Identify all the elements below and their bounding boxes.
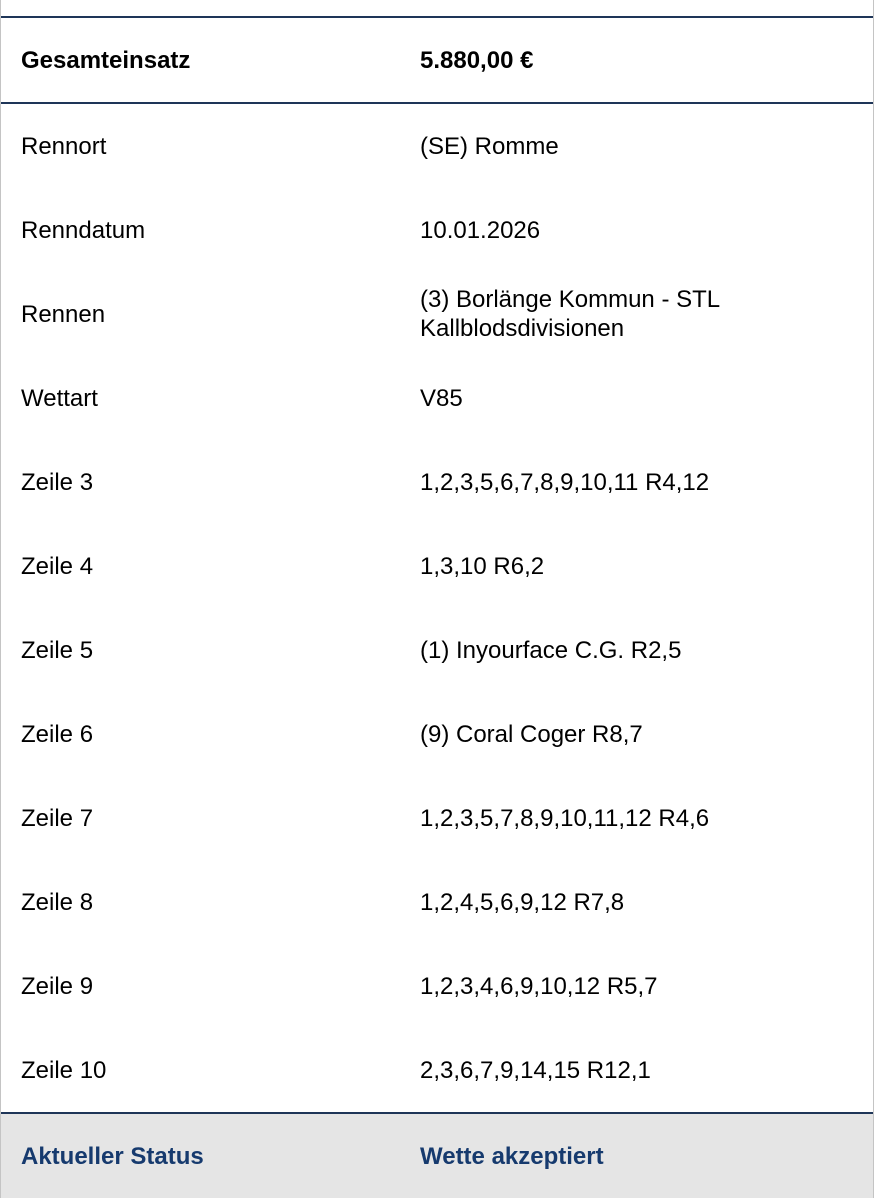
bet-status-label: Aktueller Status [21,1142,204,1170]
race-venue-value: (SE) Romme [420,132,559,160]
race-name-label: Rennen [21,300,106,328]
bet-details-table [1,16,873,1198]
leg-3-value: 1,2,3,5,6,7,8,9,10,11 R4,12 [420,468,710,496]
bet-type-row [1,356,873,440]
leg-5-label: Zeile 5 [21,636,94,664]
leg-7-label: Zeile 7 [21,804,94,832]
race-date-label: Renndatum [21,216,146,244]
leg-6-row [1,692,873,776]
race-date-row [1,188,873,272]
race-name-value: (3) Borlänge Kommun - STL Kallblodsdivisionen [420,286,720,342]
leg-9-value: 1,2,3,4,6,9,10,12 R5,7 [420,972,658,1000]
leg-6-value: (9) Coral Coger R8,7 [420,720,643,748]
total-stake-row [1,16,873,104]
bet-status-row [1,1112,873,1198]
race-venue-row [1,104,873,188]
leg-9-label: Zeile 9 [21,972,94,1000]
leg-7-row [1,776,873,860]
total-stake-label: Gesamteinsatz [21,46,191,74]
leg-10-value: 2,3,6,7,9,14,15 R12,1 [420,1056,651,1084]
race-date-value: 10.01.2026 [420,216,541,244]
leg-8-label: Zeile 8 [21,888,94,916]
leg-8-row [1,860,873,944]
leg-5-row [1,608,873,692]
total-stake-value: 5.880,00 € [420,46,534,74]
leg-5-value: (1) Inyourface C.G. R2,5 [420,636,682,664]
leg-4-value: 1,3,10 R6,2 [420,552,545,580]
race-name-row [1,272,873,356]
leg-7-value: 1,2,3,5,7,8,9,10,11,12 R4,6 [420,804,710,832]
bet-type-value: V85 [420,384,463,412]
leg-4-row [1,524,873,608]
leg-3-label: Zeile 3 [21,468,94,496]
bet-type-label: Wettart [21,384,98,412]
race-venue-label: Rennort [21,132,107,160]
leg-9-row [1,944,873,1028]
leg-4-label: Zeile 4 [21,552,94,580]
leg-10-row [1,1028,873,1112]
leg-8-value: 1,2,4,5,6,9,12 R7,8 [420,888,625,916]
bet-status-value: Wette akzeptiert [420,1142,604,1170]
leg-6-label: Zeile 6 [21,720,94,748]
leg-3-row [1,440,873,524]
leg-10-label: Zeile 10 [21,1056,107,1084]
